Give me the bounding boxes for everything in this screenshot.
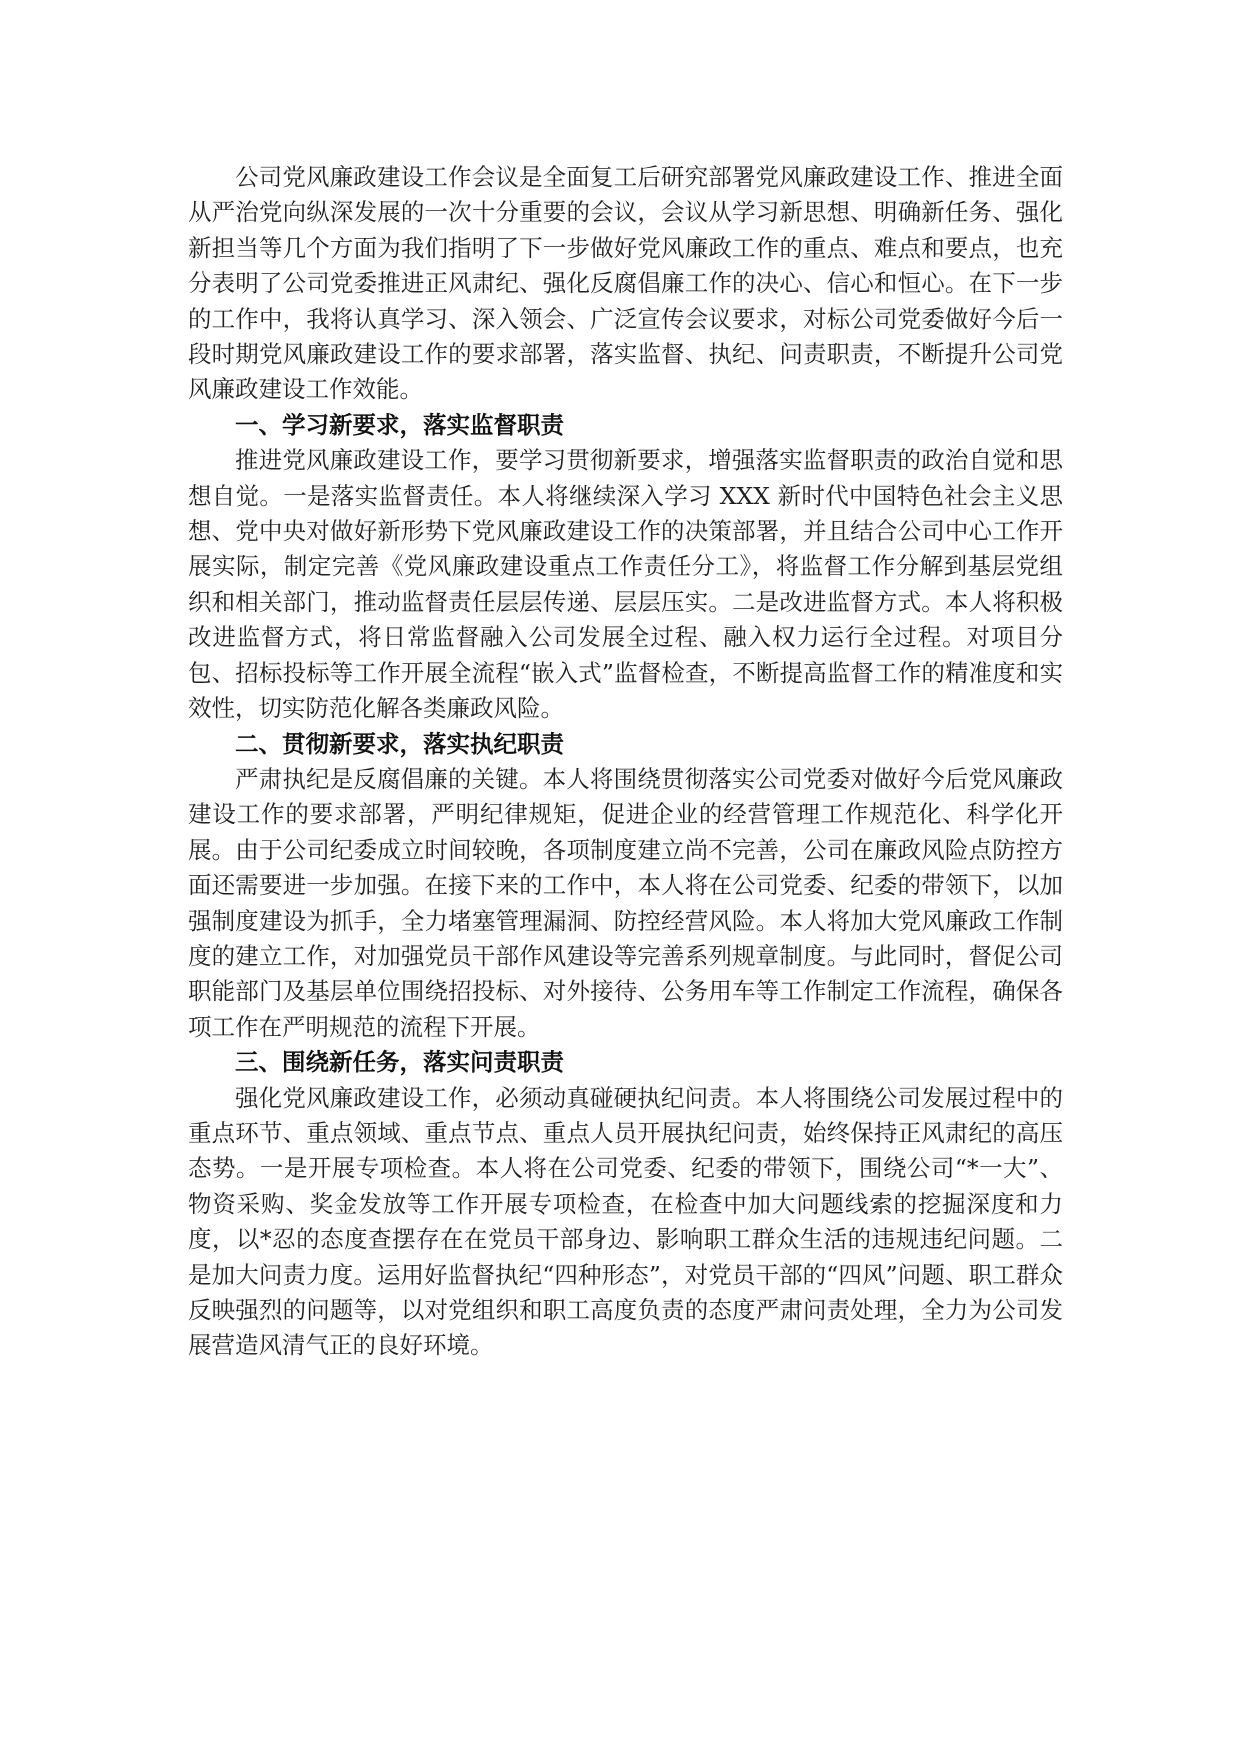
section-body-3: 强化党风廉政建设工作，必须动真碰硬执纪问责。本人将围绕公司发展过程中的重点环节、重点领域、重点节点、重点人员开展执纪问责，始终保持正风肃纪的高压态势。一是开展专项检查。本人将在公司党委、纪委的带领下，围绕公司“*一大”、物资采购、奖金发放等工作开展专项检查，在检查中加大问题线索的挖掘深度和力度，以*忍的态度查摆存在在党员干部身边、影响职工群众生活的违规违纪问题。二是加大问责力度。运用好监督执纪“四种形态”，对党员干部的“四风”问题、职工群众反映强烈的问题等，以对党组织和职工高度负责的态度严肃问责处理，全力为公司发展营造风清气正的良好环境。 [188,1083,1063,1360]
section-heading-1: 一、学习新要求，落实监督职责 [235,410,564,439]
section-heading-3: 三、围绕新任务，落实问责职责 [235,1048,564,1077]
section-body-2: 严肃执纪是反腐倡廉的关键。本人将围绕贯彻落实公司党委对做好今后党风廉政建设工作的要求部署，严明纪律规矩，促进企业的经营管理工作规范化、科学化开展。由于公司纪委成立时间较晚，各项制度建立尚不完善，公司在廉政风险点防控方面还需要进一步加强。在接下来的工作中，本人将在公司党委、纪委的带领下，以加强制度建设为抓手，全力堵塞管理漏洞、防控经营风险。本人将加大党风廉政工作制度的建立工作，对加强党员干部作风建设等完善系列规章制度。与此同时，督促公司职能部门及基层单位围绕招投标、对外接待、公务用车等工作制定工作流程，确保各项工作在严明规范的流程下开展。 [188,764,1063,1041]
intro-paragraph: 公司党风廉政建设工作会议是全面复工后研究部署党风廉政建设工作、推进全面从严治党向纵深发展的一次十分重要的会议，会议从学习新思想、明确新任务、强化新担当等几个方面为我们指明了下一步做好党风廉政工作的重点、难点和要点，也充分表明了公司党委推进正风肃纪、强化反腐倡廉工作的决心、信心和恒心。在下一步的工作中，我将认真学习、深入领会、广泛宣传会议要求，对标公司党委做好今后一段时期党风廉政建设工作的要求部署，落实监督、执纪、问责职责，不断提升公司党风廉政建设工作效能。 [188,163,1063,404]
section-heading-2: 二、贯彻新要求，落实执纪职责 [235,729,564,758]
section-body-1: 推进党风廉政建设工作，要学习贯彻新要求，增强落实监督职责的政治自觉和思想自觉。一是落实监督责任。本人将继续深入学习 XXX 新时代中国特色社会主义思想、党中央对做好新形势下党风廉政建设工作的决策部署，并且结合公司中心工作开展实际，制定完善《党风廉政建设重点工作责任分工》，将监督工作分解到基层党组织和相关部门，推动监督责任层层传递、层层压实。二是改进监督方式。本人将积极改进监督方式，将日常监督融入公司发展全过程、融入权力运行全过程。对项目分包、招标投标等工作开展全流程“嵌入式”监督检查，不断提高监督工作的精准度和实效性，切实防范化解各类廉政风险。 [188,446,1063,723]
document-body [188,160,1063,1364]
